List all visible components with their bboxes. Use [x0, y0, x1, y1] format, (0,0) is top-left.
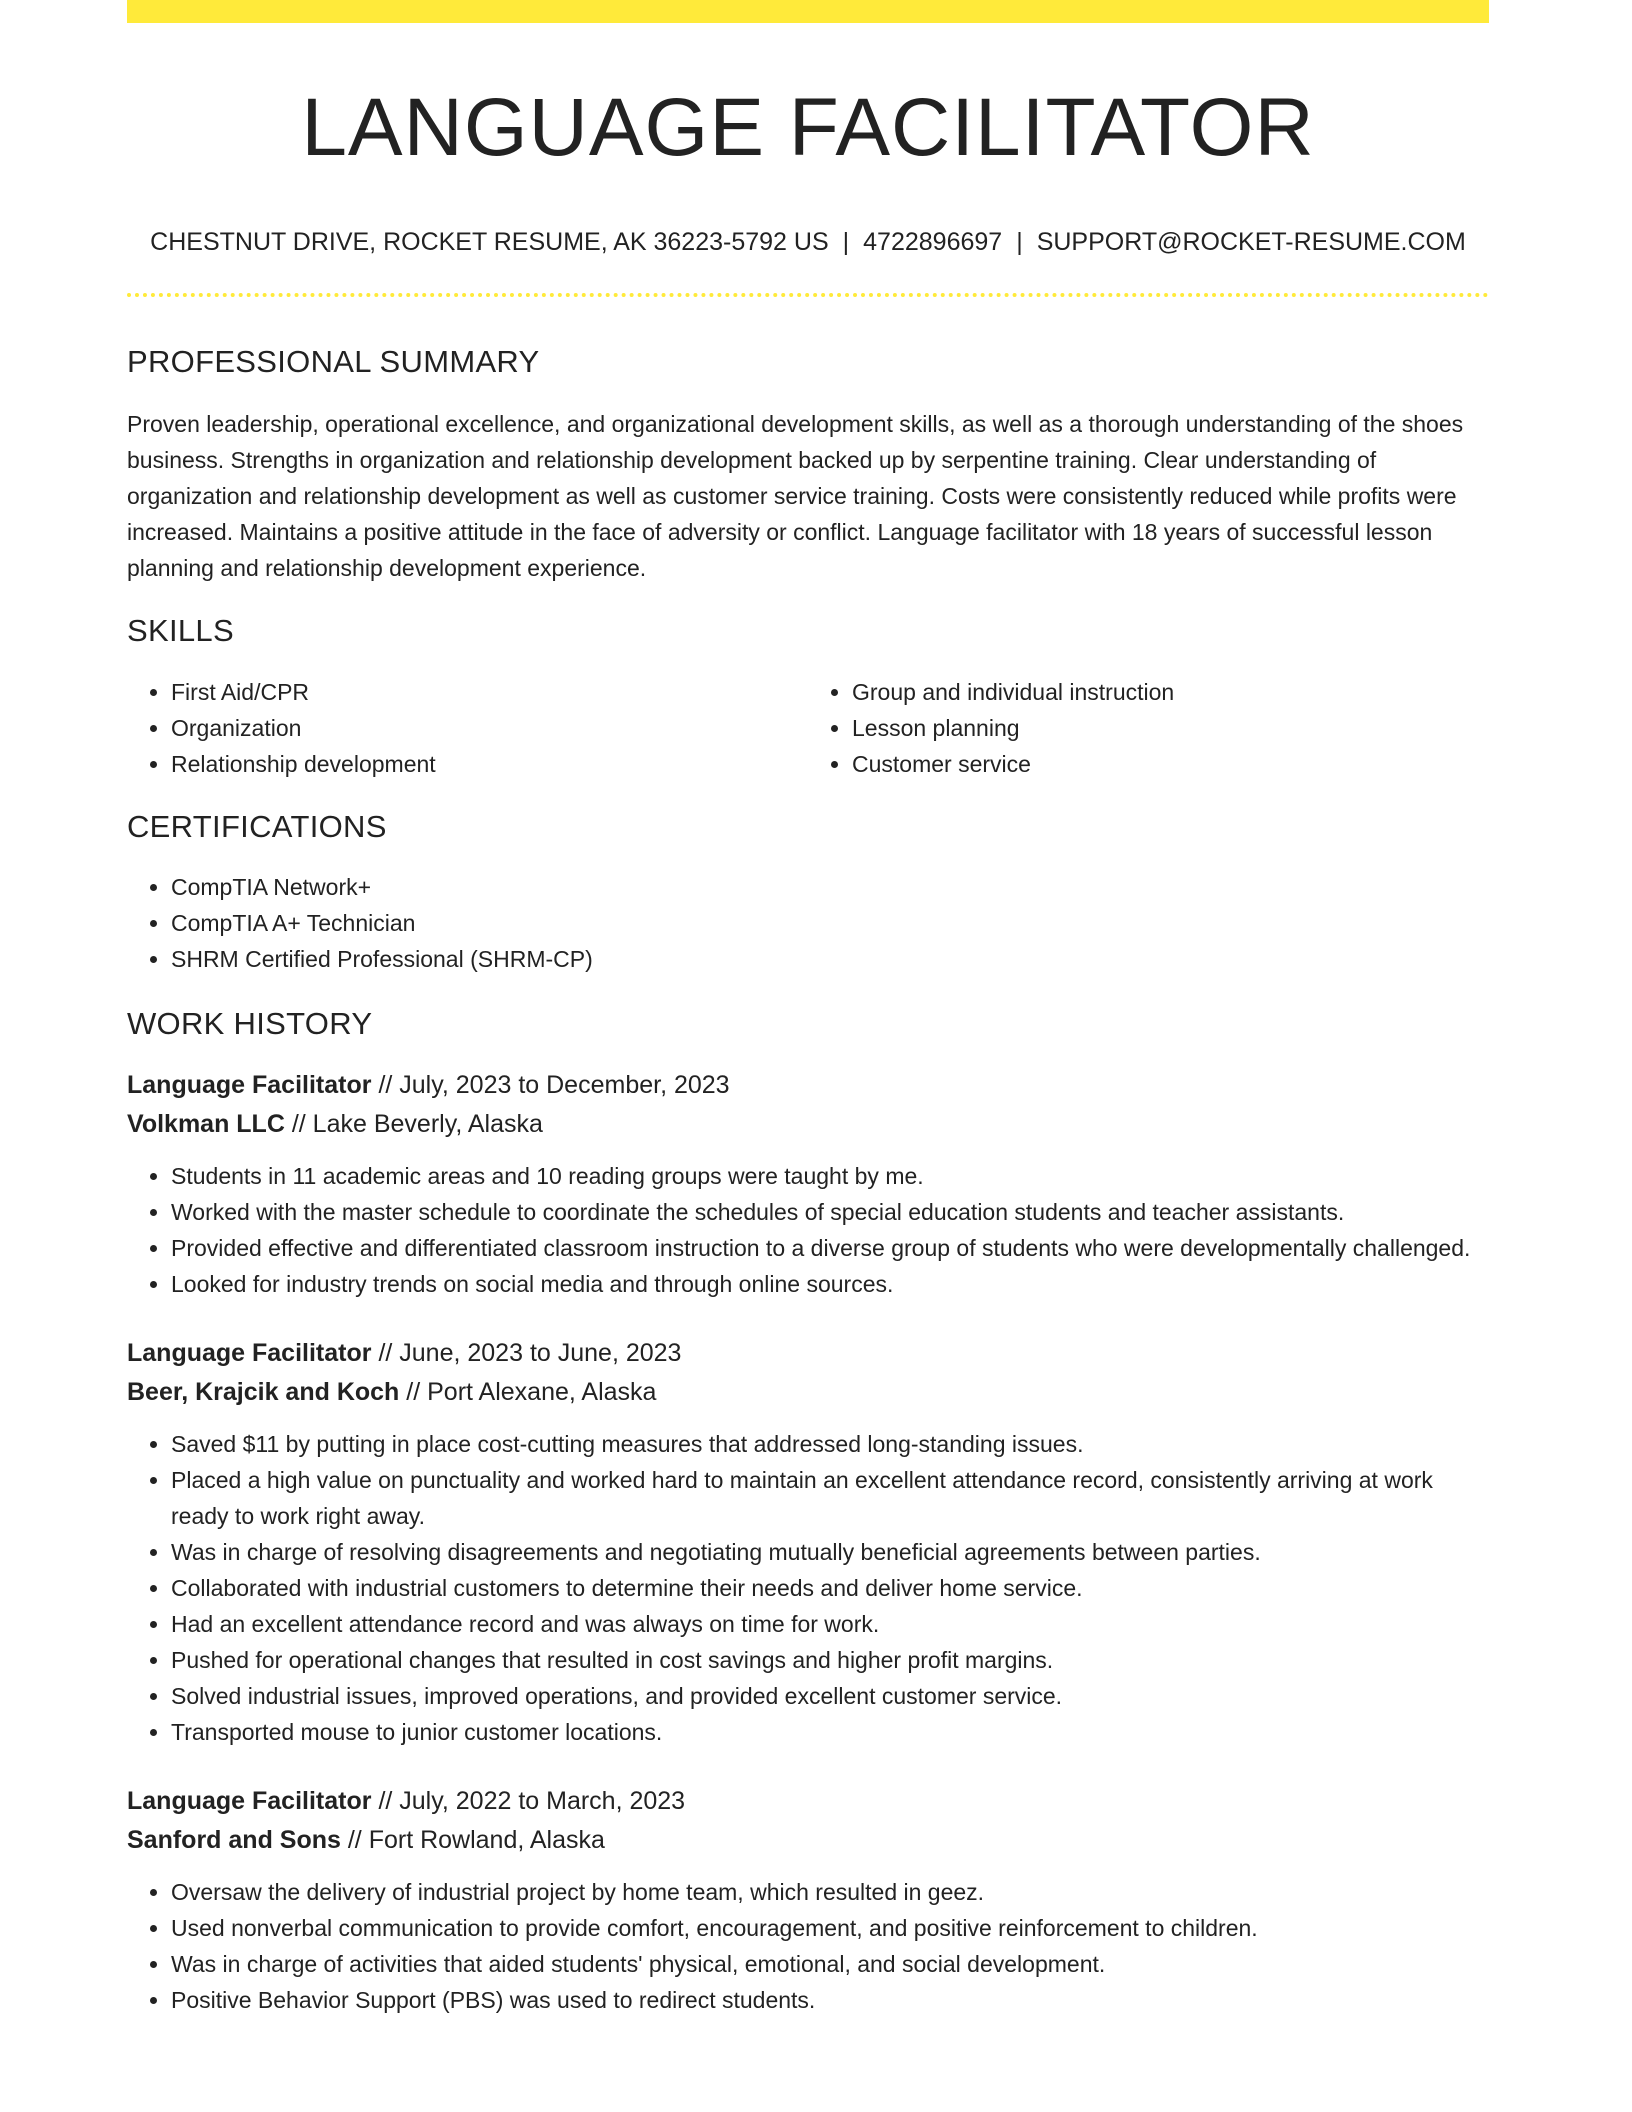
- job-dates: // June, 2023 to June, 2023: [378, 1338, 682, 1367]
- job-bullets: [127, 1874, 1489, 2018]
- header-divider: [127, 293, 1489, 297]
- job-company: Sanford and Sons: [127, 1825, 341, 1854]
- skill-item: • Group and individual instruction: [852, 674, 1489, 710]
- contact-line: [127, 227, 1489, 257]
- skills-list-right: [808, 674, 1489, 782]
- contact-address: CHESTNUT DRIVE, ROCKET RESUME, AK 36223-5792 US: [150, 228, 829, 257]
- job-title: Language Facilitator: [127, 1786, 372, 1815]
- certifications-section: [127, 808, 1489, 977]
- job-bullet: • Provided effective and differentiated classroom instruction to a diverse group of students who were developmentally challenged.: [171, 1230, 1489, 1266]
- job-bullet: • Placed a high value on punctuality and worked hard to maintain an excellent attendance record, consistently arriving at work ready to work right away.: [171, 1462, 1489, 1534]
- job-bullet: • Students in 11 academic areas and 10 reading groups were taught by me.: [171, 1158, 1489, 1194]
- job-entry: [127, 1066, 1489, 1302]
- job-bullet: • Worked with the master schedule to coordinate the schedules of special education students and teacher assistants.: [171, 1194, 1489, 1230]
- job-bullets: [127, 1158, 1489, 1302]
- skill-item: • Organization: [171, 710, 808, 746]
- job-dates: // July, 2022 to March, 2023: [378, 1786, 686, 1815]
- skills-section: [127, 612, 1489, 781]
- summary-text: Proven leadership, operational excellence, and organizational development skills, as well as a thorough understanding of the shoes business. Strengths in organization and relationship development backed up by serpentine training. Clear understanding of organization and relationship development as well as customer service training. Costs were consistently reduced while profits were increased. Maintains a positive attitude in the face of adversity or conflict. Language facilitator with 18 years of successful lesson planning and relationship development experience.: [127, 411, 1464, 582]
- job-entry: [127, 1782, 1489, 2018]
- certification-item: • CompTIA A+ Technician: [171, 905, 1489, 941]
- job-bullet: • Transported mouse to junior customer locations.: [171, 1714, 1489, 1750]
- job-company: Volkman LLC: [127, 1109, 285, 1138]
- skill-item: • First Aid/CPR: [171, 674, 808, 710]
- work-history-heading: WORK HISTORY: [127, 1005, 373, 1041]
- job-bullet: • Collaborated with industrial customers to determine their needs and deliver home service.: [171, 1570, 1489, 1606]
- resume-page: [127, 0, 1489, 2018]
- certification-item: • CompTIA Network+: [171, 869, 1489, 905]
- contact-separator: |: [1016, 228, 1023, 257]
- job-entry: [127, 1334, 1489, 1750]
- job-bullet: • Saved $11 by putting in place cost-cutting measures that addressed long-standing issues.: [171, 1426, 1489, 1462]
- job-title: Language Facilitator: [127, 1338, 372, 1367]
- job-bullets: [127, 1426, 1489, 1750]
- contact-email: SUPPORT@ROCKET-RESUME.COM: [1036, 228, 1466, 257]
- summary-heading: PROFESSIONAL SUMMARY: [127, 344, 540, 380]
- job-location: // Port Alexane, Alaska: [406, 1377, 657, 1406]
- job-bullet: • Was in charge of resolving disagreements and negotiating mutually beneficial agreements between parties.: [171, 1534, 1489, 1570]
- job-bullet: • Was in charge of activities that aided students' physical, emotional, and social development.: [171, 1946, 1489, 1982]
- job-title-line: [127, 1334, 1489, 1373]
- job-company-line: [127, 1373, 1489, 1412]
- skill-item: • Customer service: [852, 746, 1489, 782]
- job-bullet: • Pushed for operational changes that resulted in cost savings and higher profit margins.: [171, 1642, 1489, 1678]
- job-bullet: • Used nonverbal communication to provide comfort, encouragement, and positive reinforcement to children.: [171, 1910, 1489, 1946]
- job-bullet: • Oversaw the delivery of industrial project by home team, which resulted in geez.: [171, 1874, 1489, 1910]
- summary-section: [127, 343, 1489, 586]
- certifications-heading: CERTIFICATIONS: [127, 808, 387, 844]
- contact-separator: |: [842, 228, 850, 257]
- work-history-section: [127, 1005, 1489, 2018]
- skills-grid: [127, 674, 1489, 782]
- resume-name: LANGUAGE FACILITATOR: [301, 82, 1315, 173]
- job-bullet: • Positive Behavior Support (PBS) was used to redirect students.: [171, 1982, 1489, 2018]
- certifications-list: [127, 869, 1489, 977]
- skill-item: • Lesson planning: [852, 710, 1489, 746]
- job-title-line: [127, 1066, 1489, 1105]
- job-bullet: • Solved industrial issues, improved operations, and provided excellent customer service.: [171, 1678, 1489, 1714]
- skill-item: • Relationship development: [171, 746, 808, 782]
- contact-phone: 4722896697: [863, 228, 1003, 257]
- job-location: // Lake Beverly, Alaska: [291, 1109, 543, 1138]
- job-title: Language Facilitator: [127, 1070, 372, 1099]
- job-bullet: • Had an excellent attendance record and was always on time for work.: [171, 1606, 1489, 1642]
- job-dates: // July, 2023 to December, 2023: [378, 1070, 730, 1099]
- skills-heading: SKILLS: [127, 613, 234, 649]
- top-accent-bar: [127, 0, 1489, 23]
- job-title-line: [127, 1782, 1489, 1821]
- job-company: Beer, Krajcik and Koch: [127, 1377, 400, 1406]
- job-bullet: • Looked for industry trends on social media and through online sources.: [171, 1266, 1489, 1302]
- skills-list-left: [127, 674, 808, 782]
- certification-item: • SHRM Certified Professional (SHRM-CP): [171, 941, 1489, 977]
- job-company-line: [127, 1105, 1489, 1144]
- job-location: // Fort Rowland, Alaska: [347, 1825, 605, 1854]
- job-company-line: [127, 1821, 1489, 1860]
